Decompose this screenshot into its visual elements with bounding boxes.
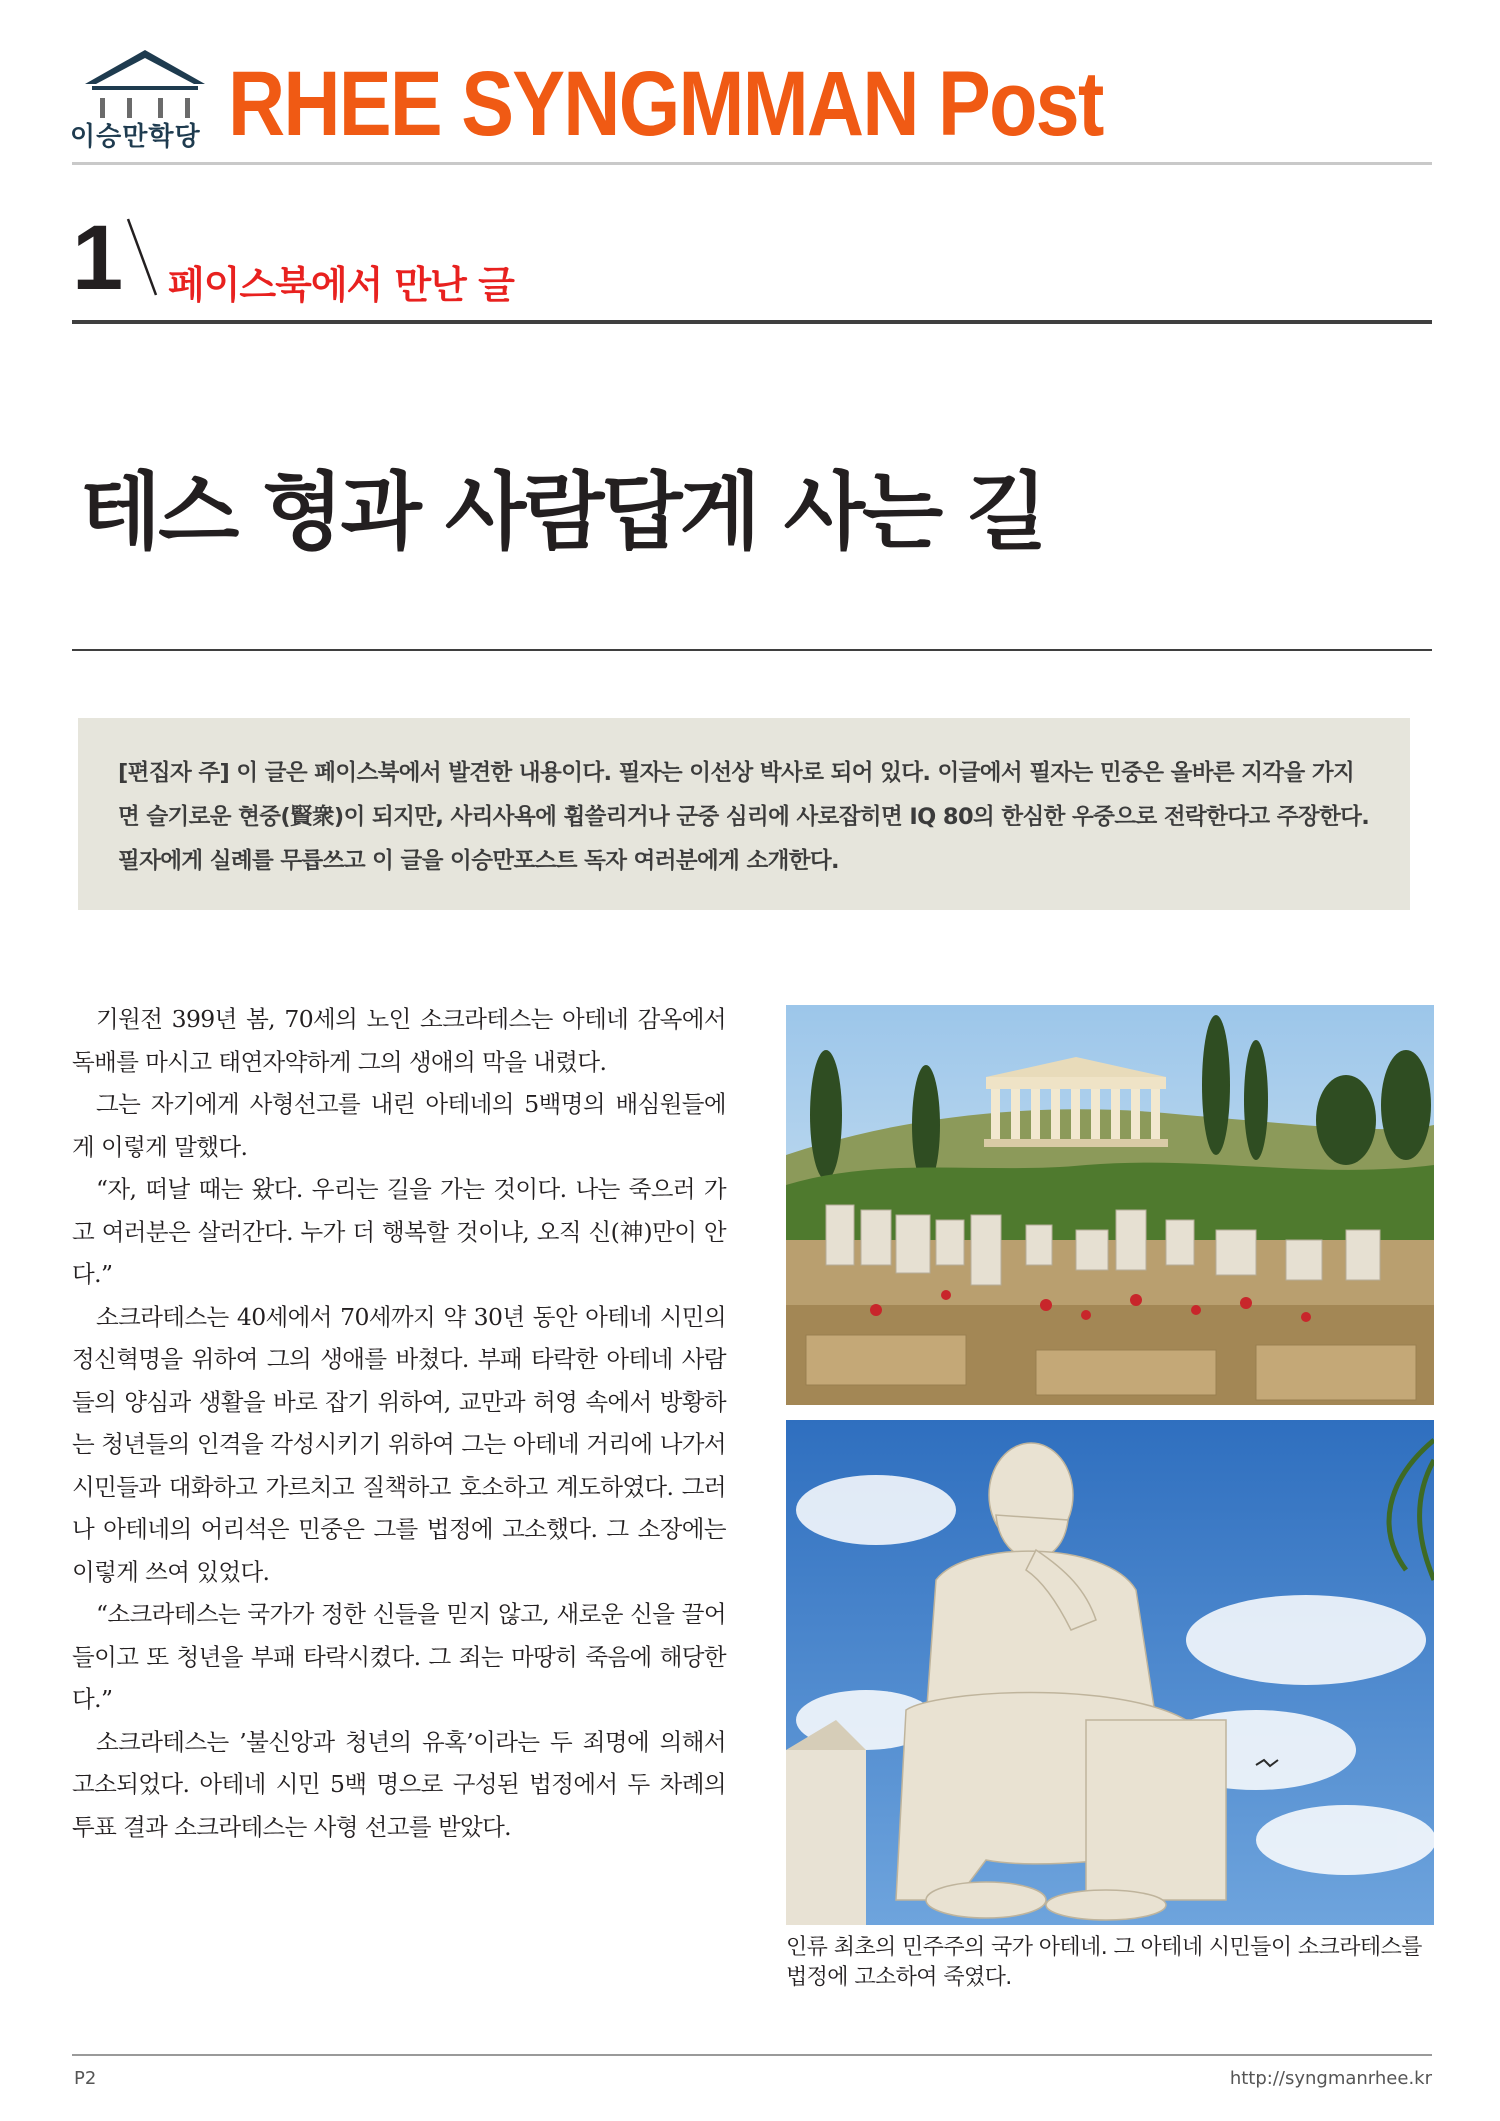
headline-divider xyxy=(72,649,1432,651)
section-divider xyxy=(72,320,1432,324)
logo-text: 이승만학당 xyxy=(70,122,201,152)
section-title: 페이스북에서 만난 글 xyxy=(168,263,514,307)
photo-caption: 인류 최초의 민주주의 국가 아테네. 그 아테네 시민들이 소크라테스를 법정에 고소하여 죽였다. xyxy=(786,1935,1422,1990)
website-url[interactable]: http://syngmanrhee.kr xyxy=(1229,2068,1432,2089)
article-body xyxy=(72,998,726,1848)
header-divider xyxy=(72,162,1432,165)
socrates-statue-photo xyxy=(786,1420,1434,1925)
body-paragraph: 소크라테스는 40세에서 70세까지 약 30년 동안 아테네 시민의 정신혁명을 위하여 그의 생애를 바쳤다. 부패 타락한 아테네 사람들의 양심과 생활을 바로 잡기 위하여, 교만과 허영 속에서 방황하는 청년들의 인격을 각성시키기 위하여 그는 아테네 거리에 나가서 시민들과 대화하고 가르치고 질책하고 호소하고 계도하였다. 그러나 아테네의 어리석은 민중은 그를 법정에 고소했다. 그 소장에는 이렇게 쓰여 있었다. xyxy=(72,1302,726,1586)
page-number: P2 xyxy=(74,2068,97,2089)
editor-note-box xyxy=(78,718,1410,910)
footer-divider xyxy=(72,2054,1432,2056)
body-paragraph: “자, 떠날 때는 왔다. 우리는 길을 가는 것이다. 나는 죽으러 가고 여러분은 살러간다. 누가 더 행복할 것이냐, 오직 신(神)만이 안다.” xyxy=(72,1175,726,1288)
athens-ruins-photo xyxy=(786,1005,1434,1405)
backslash-divider-icon xyxy=(122,215,162,300)
body-paragraph: “소크라테스는 국가가 정한 신들을 믿지 않고, 새로운 신을 끌어들이고 또 청년을 부패 타락시켰다. 그 죄는 마땅히 죽음에 해당한다.” xyxy=(72,1600,726,1713)
body-paragraph: 소크라테스는 ’불신앙과 청년의 유혹’이라는 두 죄명에 의해서 고소되었다. 아테네 시민 5백 명으로 구성된 법정에서 두 차례의 투표 결과 소크라테스는 사형 선고를 받았다. xyxy=(72,1727,726,1841)
body-paragraph: 그는 자기에게 사형선고를 내린 아테네의 5백명의 배심원들에게 이렇게 말했다. xyxy=(72,1090,726,1161)
publication-title: RHEE SYNGMMAN Post xyxy=(228,53,1103,155)
editor-note-text: [편집자 주] 이 글은 페이스북에서 발견한 내용이다. 필자는 이선상 박사로 되어 있다. 이글에서 필자는 민중은 올바른 지각을 가지면 슬기로운 현중(賢衆)이 되지만, 사리사욕에 휩쓸리거나 군중 심리에 사로잡히면 IQ 80의 한심한 우중으로 전락한다고 주장한다. 필자에게 실례를 무릅쓰고 이 글을 이승만포스트 독자 여러분에게 소개한다. xyxy=(118,760,1370,874)
section-number: 1 xyxy=(72,207,124,309)
body-paragraph: 기원전 399년 봄, 70세의 노인 소크라테스는 아테네 감옥에서 독배를 마시고 태연자약하게 그의 생애의 막을 내렸다. xyxy=(72,1005,726,1076)
article-headline: 테스 형과 사람답게 사는 길 xyxy=(80,463,1045,561)
